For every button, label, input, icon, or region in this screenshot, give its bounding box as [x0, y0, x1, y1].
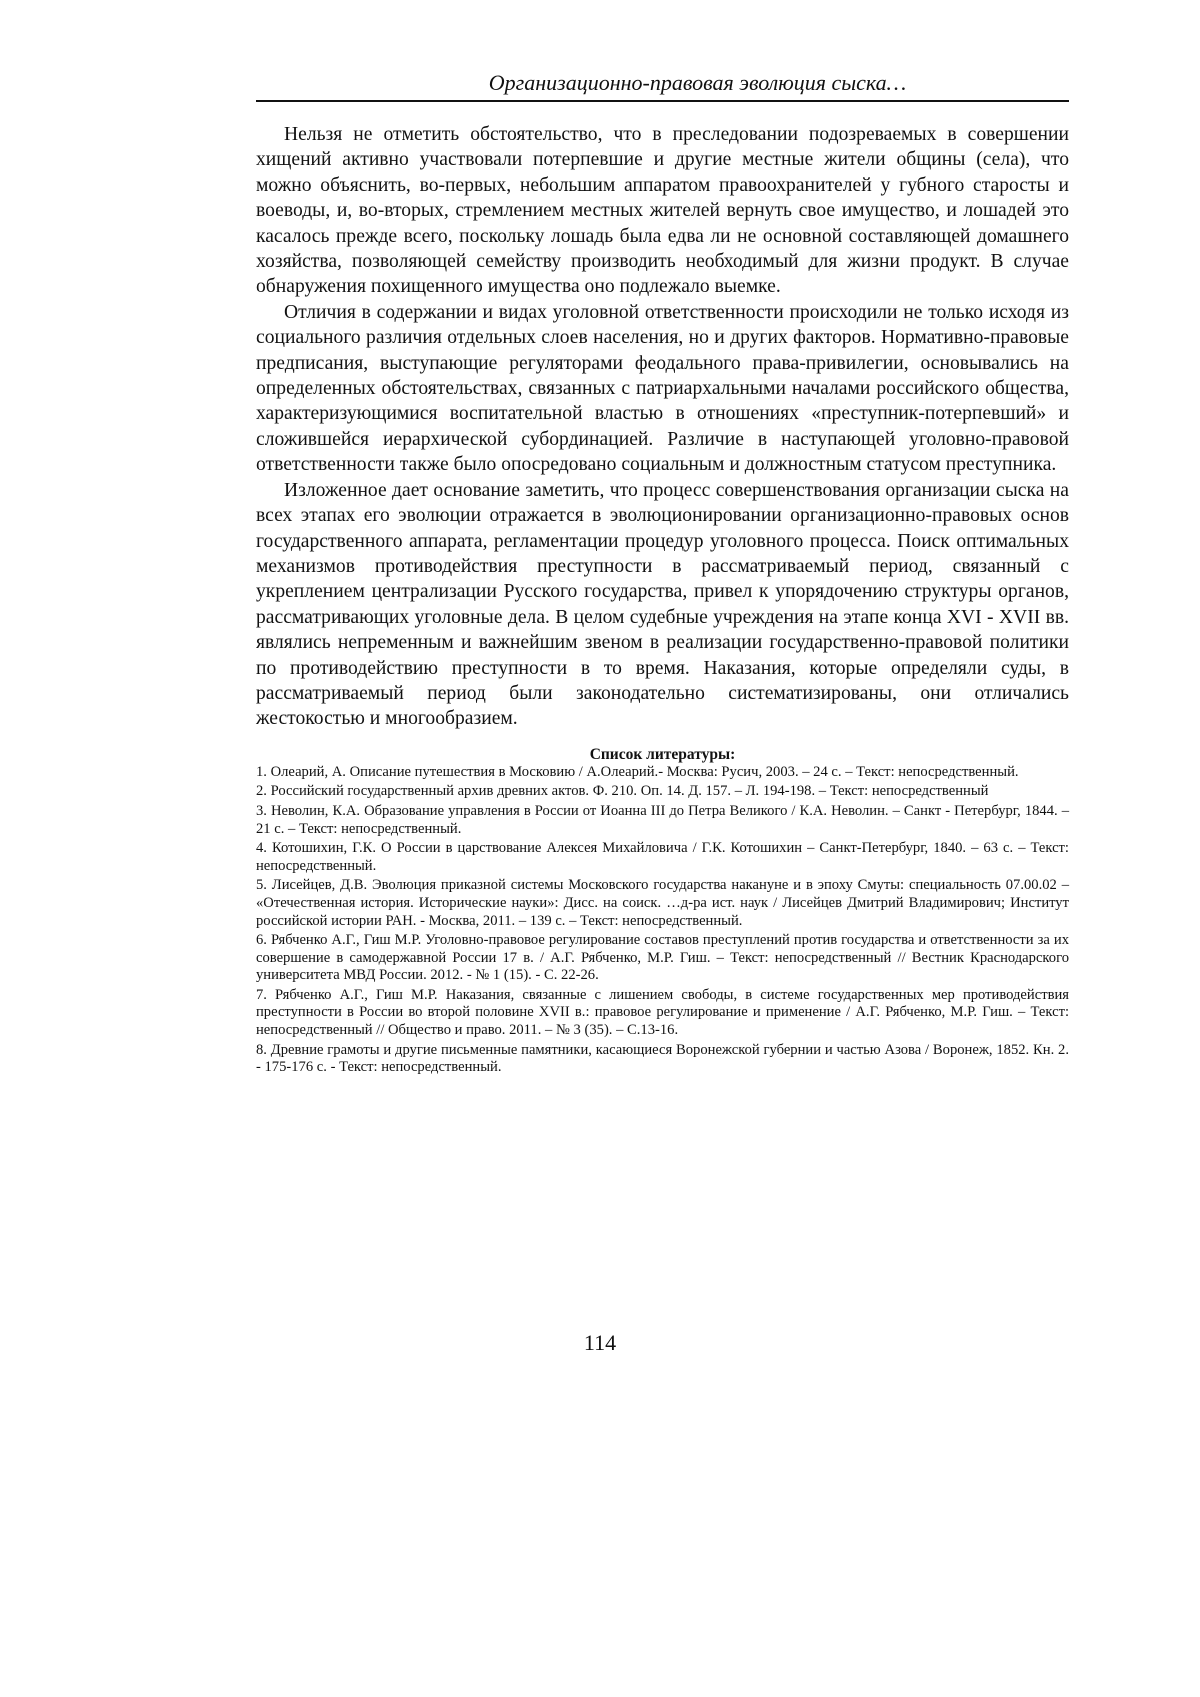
reference-item: 4. Котошихин, Г.К. О России в царствование Алексея Михайловича / Г.К. Котошихин – Санкт-Петербург, 1840. – 63 с. – Текст: непосредственный. [256, 840, 1069, 875]
references-title: Список литературы: [256, 746, 1069, 764]
page-number: 114 [0, 1330, 1200, 1356]
reference-item: 8. Древние грамоты и другие письменные памятники, касающиеся Воронежской губернии и частью Азова / Воронеж, 1852. Кн. 2. - 175-176 с. - Текст: непосредственный. [256, 1042, 1069, 1077]
article-body [256, 122, 1069, 732]
document-page [256, 68, 1069, 1079]
body-paragraph: Нельзя не отметить обстоятельство, что в преследовании подозреваемых в со­вершении хищений активно участвовали потерпевшие и другие местные жители общины (села), что можно объяснить, во-первых, небольшим аппаратом правоохра­нителей у губного старосты и воеводы, и, во-вторых, стремлением местных жителей вернуть свое имущество, и лошадей это касалось прежде всего, поскольку лошадь была едва ли не основной составляющей домашнего хозяйства, позволяющей се­мейству производить необходимый для жизни продукт. В случае обнаружения по­хищенного имущества оно подлежало выемке. [256, 122, 1069, 300]
references-list [256, 764, 1069, 1077]
reference-item: 1. Олеарий, А. Описание путешествия в Московию / А.Олеарий.- Москва: Русич, 2003. – 24 с. – Текст: непосредственный. [256, 764, 1069, 782]
reference-item: 6. Рябченко А.Г., Гиш М.Р. Уголовно-правовое регулирование составов преступлений против госу­дарства и ответственности за их совершение в самодержавной России 17 в. / А.Г. Рябченко, М.Р. Гиш. – Текст: непосредственный // Вестник Краснодарского университета МВД России. 2012. - № 1 (15). - С. 22-26. [256, 932, 1069, 985]
running-header: Организационно-правовая эволюция сыска… [256, 68, 1069, 102]
body-paragraph: Изложенное дает основание заметить, что процесс совершенствования организа­ции сыска на всех этапах его эволюции отражается в эволюционировании организа­ционно-правовых основ государственного аппарата, регламентации процедур уго­ловного процесса. Поиск оптимальных механизмов противодействия преступности в рассматриваемый период, связанный с укреплением централизации Русского гос­ударства, привел к упорядочению структуры органов, рассматривающих уголовные дела. В целом судебные учреждения на этапе конца XVI - XVII вв. являлись непре­менным и важнейшим звеном в реализации государственно-правовой политики по противодействию преступности в то время. Наказания, которые определяли суды, в рассматриваемый период были законодательно систематизированы, они отличались жестокостью и многообразием. [256, 478, 1069, 732]
reference-item: 7. Рябченко А.Г., Гиш М.Р. Наказания, связанные с лишением свободы, в системе государственных мер противодействия преступности в России во второй половине XVII в.: правовое регулирование и применение / А.Г. Рябченко, М.Р. Гиш. – Текст: непосредственный // Общество и право. 2011. – № 3 (35). – С.13-16. [256, 987, 1069, 1040]
reference-item: 5. Лисейцев, Д.В. Эволюция приказной системы Московского государства накануне и в эпоху Смуты: специальность 07.00.02 – «Отечественная история. Исторические науки»: Дисс. на соиск. …д-ра ист. наук / Лисейцев Дмитрий Владимирович; Институт российской истории РАН. - Москва, 2011. – 139 с. – Текст: непосредственный. [256, 877, 1069, 930]
reference-item: 2. Российский государственный архив древних актов. Ф. 210. Оп. 14. Д. 157. – Л. 194-198. – Текст: непосредственный [256, 783, 1069, 801]
reference-item: 3. Неволин, К.А. Образование управления в России от Иоанна III до Петра Великого / К.А. Неволин. – Санкт - Петербург, 1844. – 21 с. – Текст: непосредственный. [256, 803, 1069, 838]
body-paragraph: Отличия в содержании и видах уголовной ответственности происходили не толь­ко исходя из социального различия отдельных слоев населения, но и других факто­ров. Нормативно-правовые предписания, выступающие регуляторами феодального права-привилегии, основывались на определенных обстоятельствах, связанных с патриархальными началами российского общества, характеризующимися воспита­тельной властью в отношениях «преступник-потерпевший» и сложившейся иерар­хической субординацией. Различие в наступающей уголовно-правовой ответствен­ности также было опосредовано социальным и должностным статусом преступника. [256, 300, 1069, 478]
